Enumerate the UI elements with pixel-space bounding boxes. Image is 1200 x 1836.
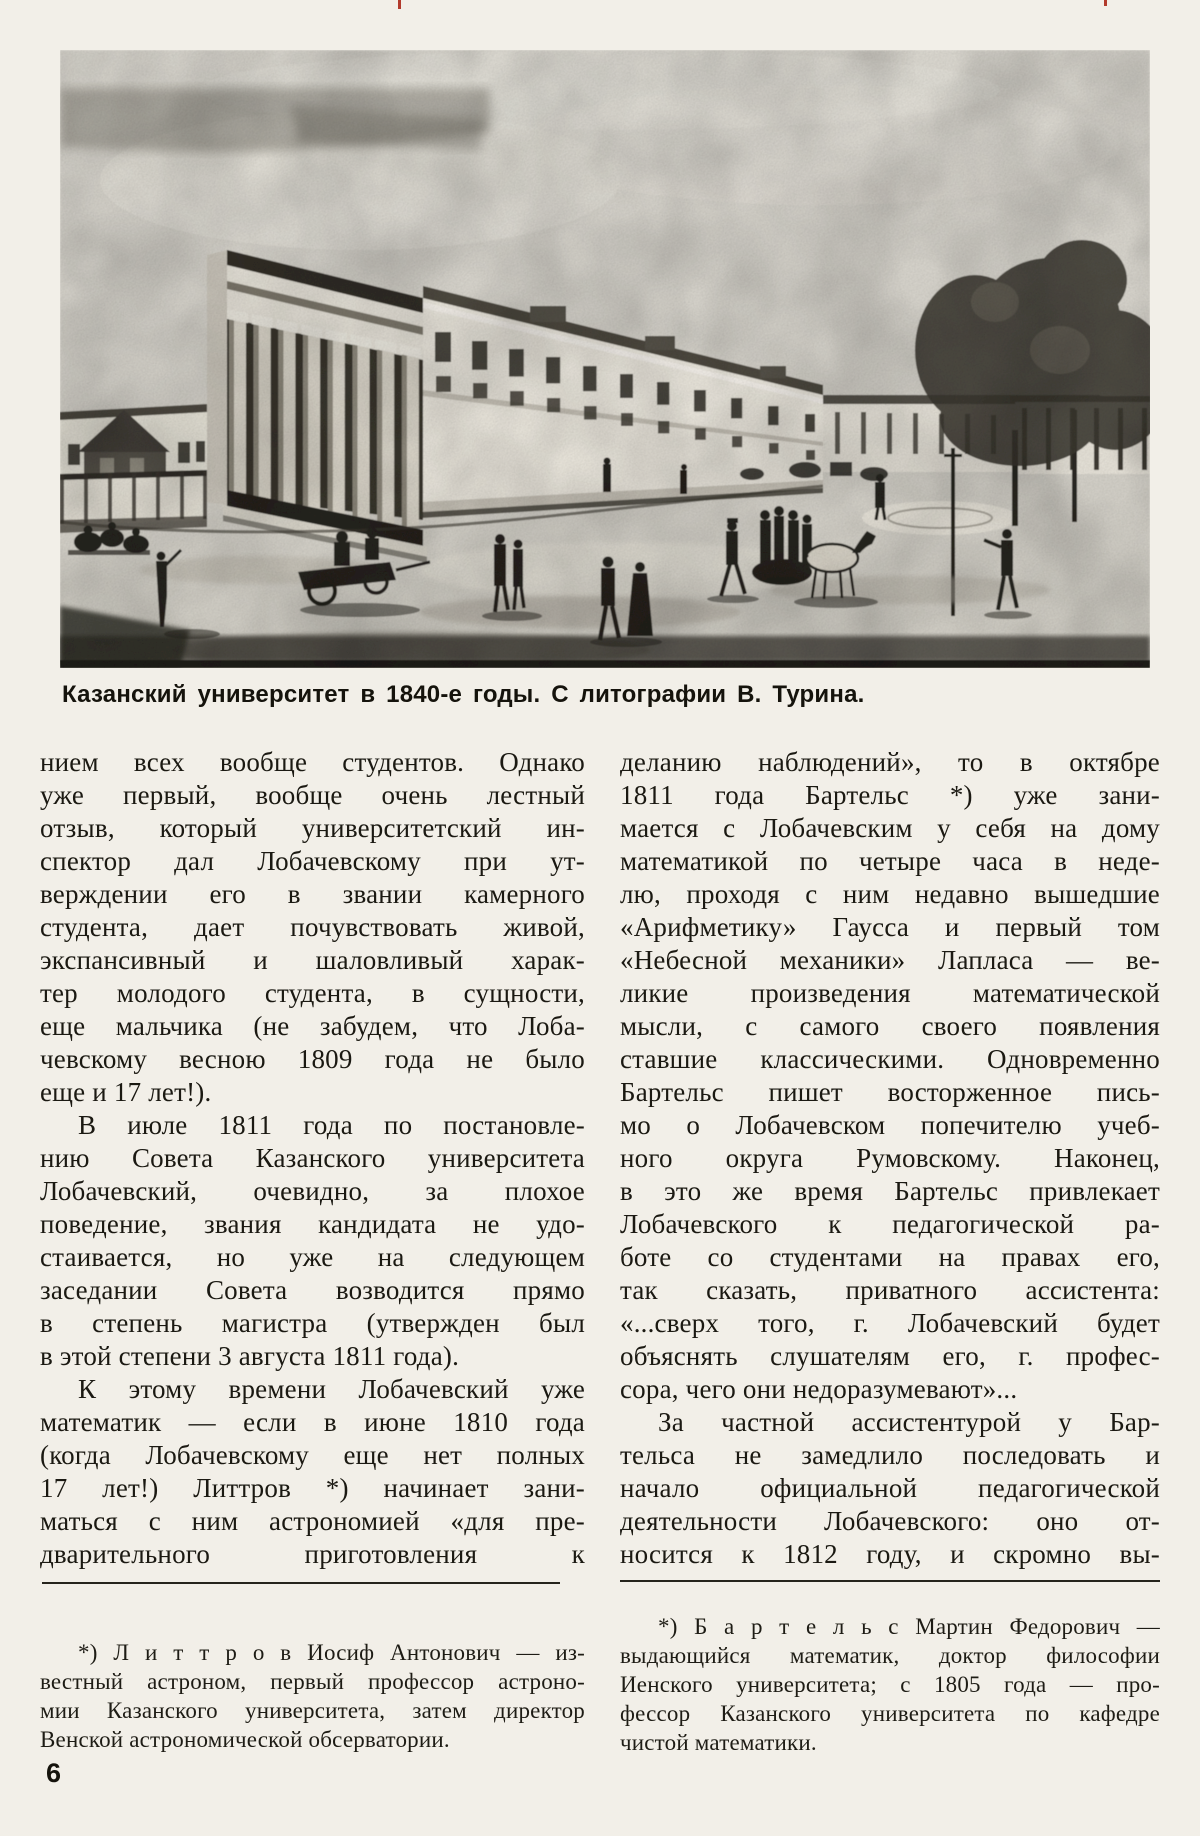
text-line: вестный астроном, первый профессор астроно- bbox=[40, 1669, 585, 1694]
text-line: студента, дает почувствовать живой, bbox=[40, 912, 585, 942]
text-line: К этому времени Лобачевский уже bbox=[78, 1374, 585, 1404]
text-line: Иенского университета; с 1805 года — про- bbox=[620, 1672, 1160, 1697]
text-line: мысли, с самого своего появления bbox=[620, 1011, 1160, 1041]
text-line: *) Б а р т е л ь с Мартин Федорович — bbox=[658, 1614, 1160, 1639]
text-line: еще и 17 лет!). bbox=[40, 1077, 212, 1107]
text-line: Лобачевский, очевидно, за плохое bbox=[40, 1176, 585, 1206]
column-right bbox=[620, 746, 1160, 1571]
text-line: тельса не замедлило последовать и bbox=[620, 1440, 1160, 1470]
text-line: 1811 года Бартельс *) уже зани- bbox=[620, 780, 1160, 810]
text-line: носится к 1812 году, и скромно вы- bbox=[620, 1539, 1160, 1569]
footnote-left bbox=[40, 1638, 585, 1754]
text-line: маться с ним астрономией «для пре- bbox=[40, 1506, 585, 1536]
text-line: выдающийся математик, доктор философии bbox=[620, 1643, 1160, 1668]
text-line: еще мальчика (не забудем, что Лоба- bbox=[40, 1011, 585, 1041]
text-line: фессор Казанского университета по кафедре bbox=[620, 1701, 1160, 1726]
text-line: поведение, звания кандидата не удо- bbox=[40, 1209, 585, 1239]
text-line: чевскому весною 1809 года не было bbox=[40, 1044, 585, 1074]
text-line: деятельности Лобачевского: оно от- bbox=[620, 1506, 1160, 1536]
scan-artifact bbox=[1104, 0, 1107, 6]
text-line: нием всех вообще студентов. Однако bbox=[40, 747, 585, 777]
page-number: 6 bbox=[46, 1758, 62, 1788]
text-line: Венской астрономической обсерватории. bbox=[40, 1727, 450, 1752]
text-line: 17 лет!) Литтров *) начинает зани- bbox=[40, 1473, 585, 1503]
text-line: мии Казанского университета, затем директор bbox=[40, 1698, 585, 1723]
text-line: чистой математики. bbox=[620, 1730, 817, 1755]
text-line: стаивается, но уже на следующем bbox=[40, 1242, 585, 1272]
text-line: *) Л и т т р о в Иосиф Антонович — из- bbox=[78, 1640, 585, 1665]
text-line: боте со студентами на правах его, bbox=[620, 1242, 1160, 1272]
text-line: экспансивный и шаловливый харак- bbox=[40, 945, 585, 975]
column-left bbox=[40, 746, 585, 1571]
text-line: сора, чего они недоразумевают»... bbox=[620, 1374, 1018, 1404]
figure-caption: Казанский университет в 1840-е годы. С литографии В. Турина. bbox=[62, 681, 865, 708]
lithograph-figure bbox=[60, 50, 1150, 668]
text-columns bbox=[40, 746, 1160, 1571]
text-line: лю, проходя с ним недавно вышедшие bbox=[620, 879, 1160, 909]
text-line: ликие произведения математической bbox=[620, 978, 1160, 1008]
scan-artifact bbox=[398, 0, 401, 9]
text-line: ставшие классическими. Одновременно bbox=[620, 1044, 1160, 1074]
text-line: дварительного приготовления к bbox=[40, 1539, 585, 1569]
text-line: спектор дал Лобачевскому при ут- bbox=[40, 846, 585, 876]
text-line: так сказать, приватного ассистента: bbox=[620, 1275, 1160, 1305]
text-line: За частной ассистентурой у Бар- bbox=[658, 1407, 1160, 1437]
text-line: Лобачевского к педагогической ра- bbox=[620, 1209, 1160, 1239]
text-line: математик — если в июне 1810 года bbox=[40, 1407, 585, 1437]
text-line: объяснять слушателям его, г. профес- bbox=[620, 1341, 1160, 1371]
text-line: в степень магистра (утвержден был bbox=[40, 1308, 585, 1338]
text-line: начало официальной педагогической bbox=[620, 1473, 1160, 1503]
text-line: «Небесной механики» Лапласа — ве- bbox=[620, 945, 1160, 975]
text-line: математикой по четыре часа в неде- bbox=[620, 846, 1160, 876]
text-line: верждении его в звании камерного bbox=[40, 879, 585, 909]
text-line: «...сверх того, г. Лобачевский будет bbox=[620, 1308, 1160, 1338]
lithograph-image bbox=[60, 50, 1150, 668]
text-line: мается с Лобачевским у себя на дому bbox=[620, 813, 1160, 843]
text-line: деланию наблюдений», то в октябре bbox=[620, 747, 1160, 777]
text-line: «Арифметику» Гаусса и первый том bbox=[620, 912, 1160, 942]
text-line: тер молодого студента, в сущности, bbox=[40, 978, 585, 1008]
footnote-rule-right bbox=[620, 1580, 1160, 1582]
text-line: В июле 1811 года по постановле- bbox=[78, 1110, 585, 1140]
text-line: в это же время Бартельс привлекает bbox=[620, 1176, 1160, 1206]
footnote-right bbox=[620, 1612, 1160, 1757]
text-line: ного округа Румовскому. Наконец, bbox=[620, 1143, 1160, 1173]
text-line: заседании Совета возводится прямо bbox=[40, 1275, 585, 1305]
text-line: нию Совета Казанского университета bbox=[40, 1143, 585, 1173]
text-line: уже первый, вообще очень лестный bbox=[40, 780, 585, 810]
text-line: (когда Лобачевскому еще нет полных bbox=[40, 1440, 585, 1470]
footnote-rule-left bbox=[42, 1582, 560, 1584]
text-line: мо о Лобачевском попечителю учеб- bbox=[620, 1110, 1160, 1140]
text-line: Бартельс пишет восторженное пись- bbox=[620, 1077, 1160, 1107]
text-line: в этой степени 3 августа 1811 года). bbox=[40, 1341, 460, 1371]
text-line: отзыв, который университетский ин- bbox=[40, 813, 585, 843]
